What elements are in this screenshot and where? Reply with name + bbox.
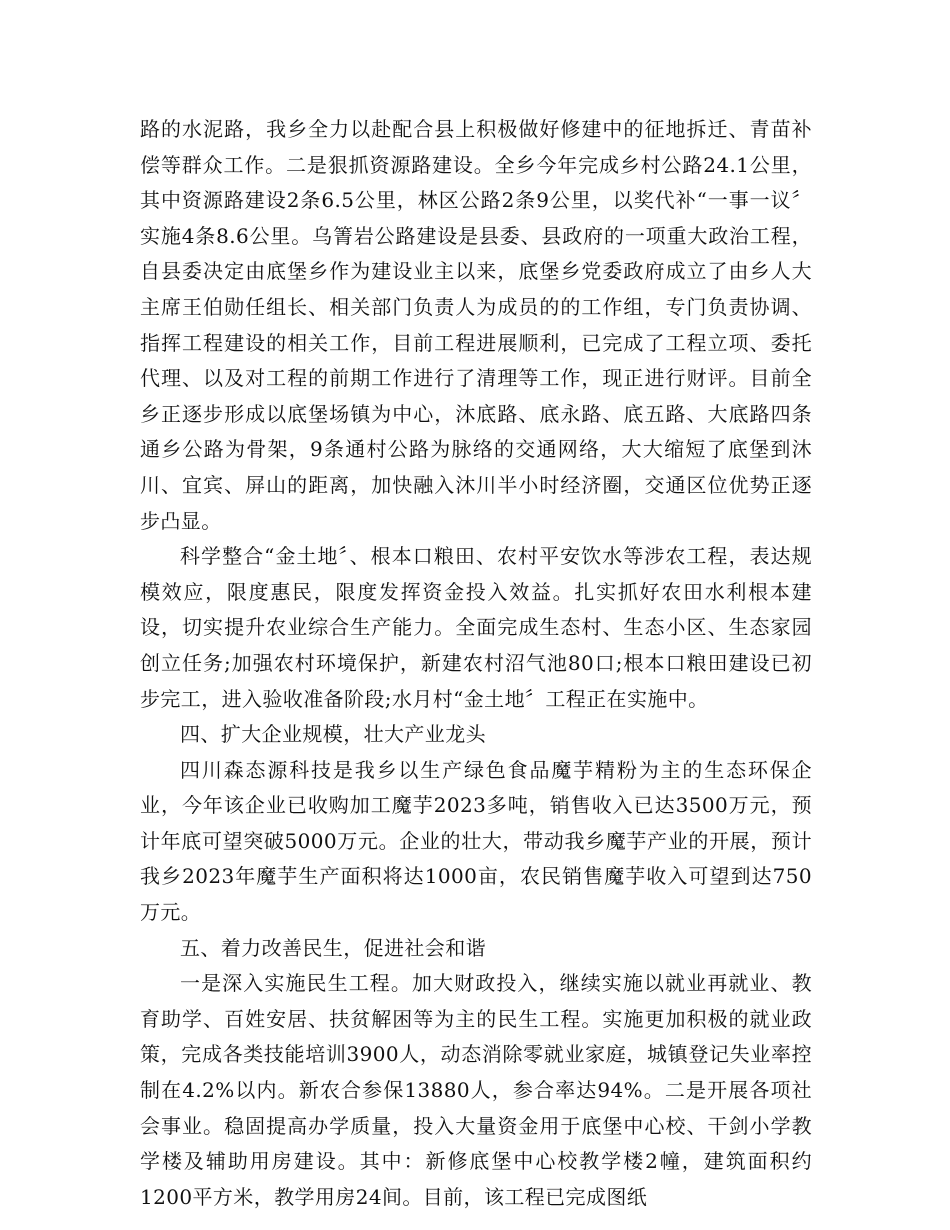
section-heading-livelihood: 五、着力改善民生，促进社会和谐 (180, 935, 486, 960)
section-heading-enterprise: 四、扩大企业规模，壮大产业龙头 (180, 722, 486, 747)
paragraph-agriculture: 科学整合“金土地〞、根本口粮田、农村平安饮水等涉农工程，表达规模效应，限度惠民，限度发挥资金投入效益。扎实抓好农田水利根本建设，切实提升农业综合生产能力。全面完成生态村、生态小区、生态家园创立任务;加强农村环境保护，新建农村沼气池80口;根本口粮田建设已初步完工，进入验收准备阶段;水月村“金土地〞工程正在实施中。 (140, 544, 812, 711)
paragraph-enterprise: 四川森态源科技是我乡以生产绿色食品魔芋精粉为主的生态环保企业，今年该企业已收购加工魔芋2023多吨，销售收入已达3500万元，预计年底可望突破5000万元。企业的壮大，带动我乡魔芋产业的开展，预计我乡2023年魔芋生产面积将达1000亩，农民销售魔芋收入可望到达750万元。 (140, 757, 812, 925)
document-body (140, 112, 812, 1215)
paragraph-transport: 路的水泥路，我乡全力以赴配合县上积极做好修建中的征地拆迁、青苗补偿等群众工作。二是狠抓资源路建设。全乡今年完成乡村公路24.1公里，其中资源路建设2条6.5公里，林区公路2条9公里，以奖代补“一事一议〞实施4条8.6公里。乌箐岩公路建设是县委、县政府的一项重大政治工程，自县委决定由底堡乡作为建设业主以来，底堡乡党委政府成立了由乡人大主席王伯勋任组长、相关部门负责人为成员的的工作组，专门负责协调、指挥工程建设的相关工作，目前工程进展顺利，已完成了工程立项、委托代理、以及对工程的前期工作进行了清理等工作，现正进行财评。目前全乡正逐步形成以底堡场镇为中心，沐底路、底永路、底五路、大底路四条通乡公路为骨架，9条通村公路为脉络的交通网络，大大缩短了底堡到沐川、宜宾、屏山的距离，加快融入沐川半小时经济圈，交通区位优势正逐步凸显。 (140, 117, 812, 533)
paragraph-livelihood: 一是深入实施民生工程。加大财政投入，继续实施以就业再就业、教育助学、百姓安居、扶贫解困等为主的民生工程。实施更加积极的就业政策，完成各类技能培训3900人，动态消除零就业家庭，城镇登记失业率控制在4.2%以内。新农合参保13880人，参合率达94%。二是开展各项社会事业。稳固提高办学质量，投入大量资金用于底堡中心校、干剑小学教学楼及辅助用房建设。其中：新修底堡中心校教学楼2幢，建筑面积约1200平方米，教学用房24间。目前，该工程已完成图纸 (140, 971, 812, 1209)
